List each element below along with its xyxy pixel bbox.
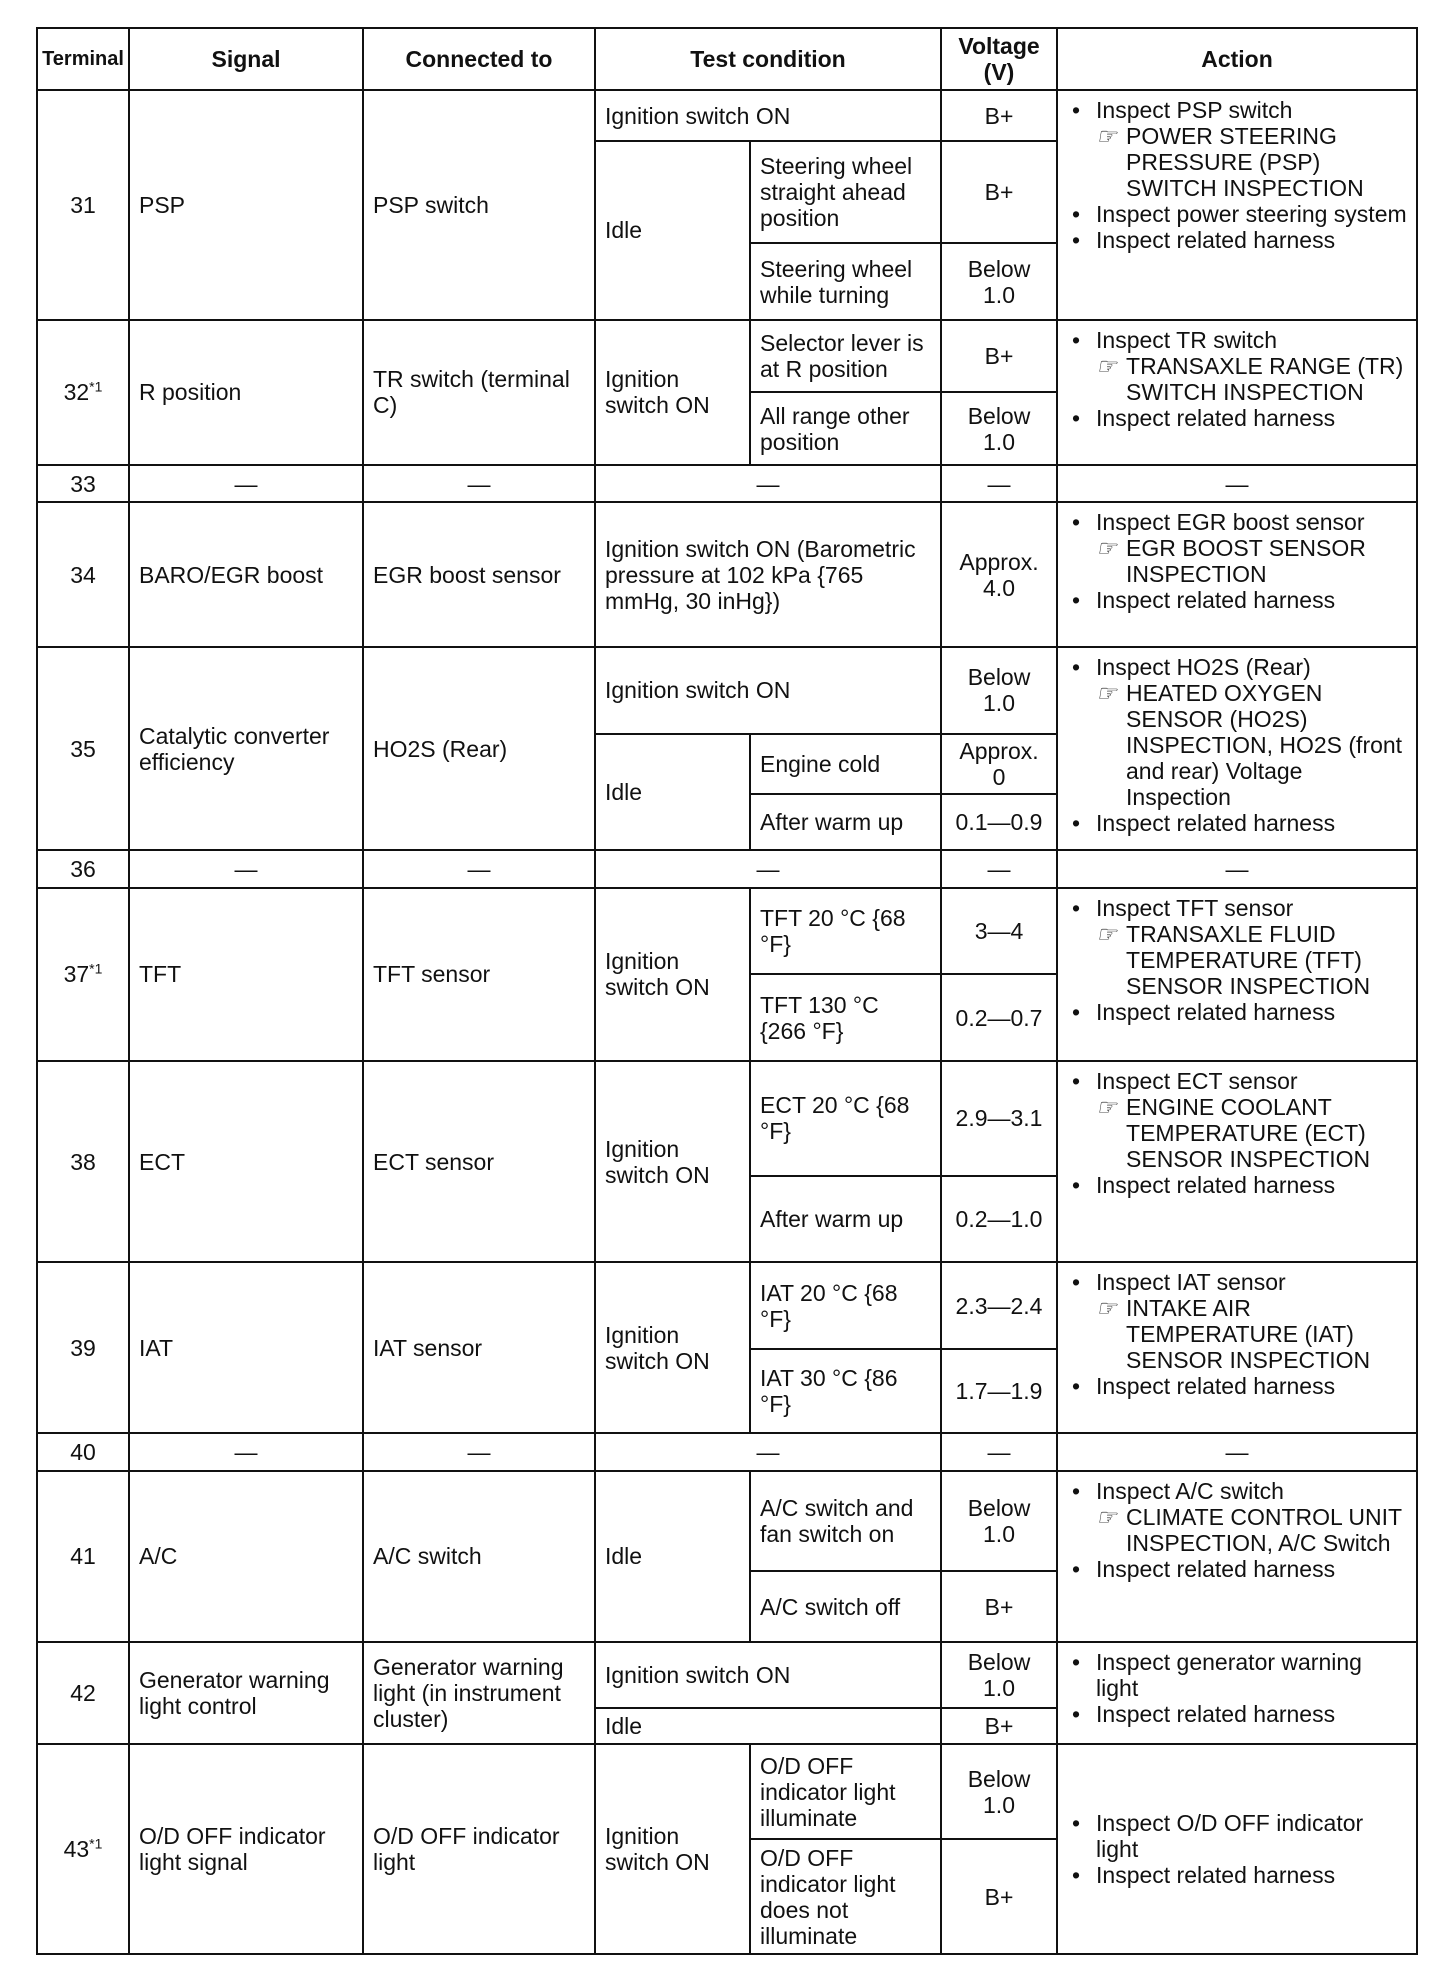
terminal-cell: 41 [37, 1471, 129, 1642]
action-item: • Inspect related harness [1068, 1172, 1410, 1198]
condition-group-cell: Ignition switch ON [595, 888, 750, 1061]
action-cell [1057, 888, 1417, 1061]
action-item [1068, 654, 1410, 810]
table-row [37, 1262, 1417, 1349]
connected-to-cell: — [363, 850, 595, 887]
voltage-cell: 2.9—3.1 [941, 1061, 1057, 1176]
action-item: • Inspect power steering system [1068, 201, 1410, 227]
voltage-cell: Approx. 4.0 [941, 502, 1057, 647]
sub-condition-cell: After warm up [750, 794, 941, 850]
signal-cell: O/D OFF indicator light signal [129, 1744, 363, 1954]
action-text: Inspect IAT sensor [1096, 1269, 1286, 1296]
terminal-footnote-mark: *1 [89, 960, 103, 977]
sub-condition-cell: TFT 20 °C {68 °F} [750, 888, 941, 975]
signal-cell: IAT [129, 1262, 363, 1433]
terminal-cell: 35 [37, 647, 129, 850]
sub-condition-cell: IAT 20 °C {68 °F} [750, 1262, 941, 1349]
condition-cell: Ignition switch ON [595, 1642, 941, 1708]
action-item: • Inspect related harness [1068, 1862, 1410, 1888]
action-item [1068, 327, 1410, 405]
terminal-number: 43 [63, 1836, 90, 1863]
voltage-cell: B+ [941, 1708, 1057, 1744]
sub-condition-cell: O/D OFF indicator light does not illuminate [750, 1839, 941, 1954]
sub-condition-cell: All range other position [750, 392, 941, 464]
action-cell [1057, 647, 1417, 850]
action-item: • Inspect related harness [1068, 1373, 1410, 1399]
connected-to-cell: — [363, 465, 595, 502]
table-row [37, 320, 1417, 392]
voltage-cell: B+ [941, 320, 1057, 392]
connected-to-cell: EGR boost sensor [363, 502, 595, 647]
terminal-voltage-table-sheet [36, 27, 1416, 1955]
header-voltage: Voltage (V) [941, 28, 1057, 90]
action-text: Inspect A/C switch [1096, 1477, 1284, 1504]
condition-cell: — [595, 850, 941, 887]
action-cell [1057, 502, 1417, 647]
pointing-hand-icon: ☞ [1096, 1093, 1117, 1120]
action-text: Inspect EGR boost sensor [1096, 509, 1365, 536]
pointing-hand-icon: ☞ [1096, 123, 1117, 150]
connected-to-cell: — [363, 1433, 595, 1470]
reference-link[interactable] [1096, 535, 1410, 587]
voltage-cell: — [941, 1433, 1057, 1470]
pointing-hand-icon: ☞ [1096, 535, 1117, 562]
header-test-condition: Test condition [595, 28, 941, 90]
condition-group-cell: Ignition switch ON [595, 1744, 750, 1954]
table-row [37, 1744, 1417, 1839]
action-item: • Inspect O/D OFF indicator light [1068, 1810, 1410, 1862]
sub-condition-cell: ECT 20 °C {68 °F} [750, 1061, 941, 1176]
table-row [37, 502, 1417, 647]
connected-to-cell: PSP switch [363, 90, 595, 320]
action-text: Inspect HO2S (Rear) [1096, 654, 1311, 681]
table-row [37, 90, 1417, 140]
signal-cell: — [129, 465, 363, 502]
reference-text: INTAKE AIR TEMPERATURE (IAT) SENSOR INSPECTION [1126, 1295, 1371, 1374]
terminal-cell [37, 1744, 129, 1954]
signal-cell: A/C [129, 1471, 363, 1642]
pointing-hand-icon: ☞ [1096, 1295, 1117, 1322]
terminal-cell: 34 [37, 502, 129, 647]
signal-cell: — [129, 1433, 363, 1470]
connected-to-cell: A/C switch [363, 1471, 595, 1642]
action-cell [1057, 320, 1417, 465]
signal-cell: PSP [129, 90, 363, 320]
connected-to-cell: Generator warning light (in instrument cluster) [363, 1642, 595, 1745]
terminal-footnote-mark: *1 [89, 1835, 103, 1852]
action-cell [1057, 1744, 1417, 1954]
sub-condition-cell: Steering wheel while turning [750, 243, 941, 320]
reference-text: ENGINE COOLANT TEMPERATURE (ECT) SENSOR INSPECTION [1126, 1093, 1371, 1172]
terminal-footnote-mark: *1 [89, 378, 103, 395]
voltage-cell: Below 1.0 [941, 1471, 1057, 1572]
reference-text: CLIMATE CONTROL UNIT INSPECTION, A/C Switch [1126, 1503, 1402, 1556]
reference-link[interactable] [1096, 1504, 1410, 1556]
reference-link[interactable] [1096, 680, 1410, 810]
action-item [1068, 1478, 1410, 1556]
reference-link[interactable] [1096, 1295, 1410, 1373]
voltage-cell: 1.7—1.9 [941, 1349, 1057, 1434]
condition-cell: Idle [595, 1708, 941, 1744]
action-cell: — [1057, 1433, 1417, 1470]
action-item [1068, 97, 1410, 201]
voltage-cell: 0.2—1.0 [941, 1176, 1057, 1263]
pointing-hand-icon: ☞ [1096, 352, 1117, 379]
reference-text: EGR BOOST SENSOR INSPECTION [1126, 535, 1366, 588]
condition-group-cell: Ignition switch ON [595, 1061, 750, 1262]
terminal-number: 37 [63, 961, 90, 988]
condition-group-cell: Ignition switch ON [595, 320, 750, 465]
table-row [37, 647, 1417, 734]
action-item [1068, 1269, 1410, 1373]
reference-text: TRANSAXLE RANGE (TR) SWITCH INSPECTION [1126, 352, 1404, 405]
action-item: • Inspect related harness [1068, 1556, 1410, 1582]
voltage-cell: Below 1.0 [941, 392, 1057, 464]
action-cell [1057, 90, 1417, 320]
table-row [37, 1642, 1417, 1708]
condition-group-cell: Ignition switch ON [595, 1262, 750, 1433]
action-item: • Inspect related harness [1068, 587, 1410, 613]
table-row [37, 888, 1417, 975]
table-row [37, 1061, 1417, 1176]
voltage-cell: — [941, 850, 1057, 887]
voltage-cell: 0.2—0.7 [941, 974, 1057, 1061]
signal-cell: — [129, 850, 363, 887]
table-row [37, 1471, 1417, 1572]
action-cell [1057, 1061, 1417, 1262]
condition-cell: — [595, 465, 941, 502]
reference-text: POWER STEERING PRESSURE (PSP) SWITCH INSPECTION [1126, 123, 1364, 202]
header-connected-to: Connected to [363, 28, 595, 90]
sub-condition-cell: A/C switch and fan switch on [750, 1471, 941, 1572]
connected-to-cell: ECT sensor [363, 1061, 595, 1262]
terminal-cell: 33 [37, 465, 129, 502]
condition-cell: Ignition switch ON (Barometric pressure at 102 kPa {765 mmHg, 30 inHg}) [595, 502, 941, 647]
sub-condition-cell: Steering wheel straight ahead position [750, 141, 941, 244]
voltage-cell: B+ [941, 90, 1057, 140]
voltage-cell: 3—4 [941, 888, 1057, 975]
condition-cell: Ignition switch ON [595, 90, 941, 140]
voltage-cell: B+ [941, 1571, 1057, 1641]
voltage-cell: Below 1.0 [941, 647, 1057, 734]
voltage-cell: Below 1.0 [941, 1642, 1057, 1708]
action-item: • Inspect related harness [1068, 227, 1410, 253]
condition-group-cell: Idle [595, 734, 750, 851]
reference-link[interactable] [1096, 1094, 1410, 1172]
sub-condition-cell: IAT 30 °C {86 °F} [750, 1349, 941, 1434]
signal-cell: ECT [129, 1061, 363, 1262]
action-text: Inspect PSP switch [1096, 97, 1293, 124]
condition-group-cell: Idle [595, 1471, 750, 1642]
terminal-cell: 42 [37, 1642, 129, 1745]
action-cell [1057, 1262, 1417, 1433]
pointing-hand-icon: ☞ [1096, 920, 1117, 947]
voltage-cell: 0.1—0.9 [941, 794, 1057, 850]
header-terminal: Terminal [37, 28, 129, 90]
header-signal: Signal [129, 28, 363, 90]
pointing-hand-icon: ☞ [1096, 680, 1117, 707]
connected-to-cell: IAT sensor [363, 1262, 595, 1433]
action-item: • Inspect generator warning light [1068, 1649, 1410, 1701]
reference-link[interactable] [1096, 353, 1410, 405]
header-action: Action [1057, 28, 1417, 90]
voltage-cell: Below 1.0 [941, 1744, 1057, 1839]
action-text: Inspect TFT sensor [1096, 894, 1294, 921]
sub-condition-cell: O/D OFF indicator light illuminate [750, 1744, 941, 1839]
sub-condition-cell: Engine cold [750, 734, 941, 794]
table-row [37, 1433, 1417, 1470]
action-item: • Inspect related harness [1068, 810, 1410, 836]
voltage-cell: B+ [941, 141, 1057, 244]
voltage-cell: B+ [941, 1839, 1057, 1954]
pointing-hand-icon: ☞ [1096, 1503, 1117, 1530]
action-text: Inspect TR switch [1096, 326, 1278, 353]
voltage-cell: — [941, 465, 1057, 502]
sub-condition-cell: TFT 130 °C {266 °F} [750, 974, 941, 1061]
action-item: • Inspect related harness [1068, 1701, 1410, 1727]
signal-cell: Generator warning light control [129, 1642, 363, 1745]
terminal-cell [37, 320, 129, 465]
action-cell [1057, 1642, 1417, 1745]
signal-cell: BARO/EGR boost [129, 502, 363, 647]
connected-to-cell: TFT sensor [363, 888, 595, 1061]
connected-to-cell: HO2S (Rear) [363, 647, 595, 850]
action-item: • Inspect related harness [1068, 405, 1410, 431]
terminal-cell [37, 888, 129, 1061]
table-row [37, 465, 1417, 502]
reference-text: TRANSAXLE FLUID TEMPERATURE (TFT) SENSOR INSPECTION [1126, 920, 1371, 999]
terminal-number: 32 [63, 379, 90, 406]
action-cell: — [1057, 850, 1417, 887]
terminal-cell: 40 [37, 1433, 129, 1470]
action-cell: — [1057, 465, 1417, 502]
terminal-cell: 31 [37, 90, 129, 320]
voltage-cell: 2.3—2.4 [941, 1262, 1057, 1349]
reference-link[interactable] [1096, 123, 1410, 201]
voltage-cell: Approx. 0 [941, 734, 1057, 794]
terminal-cell: 36 [37, 850, 129, 887]
header-row [37, 28, 1417, 90]
condition-cell: Ignition switch ON [595, 647, 941, 734]
table-row [37, 850, 1417, 887]
reference-text: HEATED OXYGEN SENSOR (HO2S) INSPECTION, HO2S (front and rear) Voltage Inspection [1126, 680, 1403, 811]
action-text: Inspect ECT sensor [1096, 1067, 1298, 1094]
signal-cell: Catalytic converter efficiency [129, 647, 363, 850]
condition-cell: — [595, 1433, 941, 1470]
terminal-voltage-table [36, 27, 1418, 1955]
sub-condition-cell: Selector lever is at R position [750, 320, 941, 392]
action-item: • Inspect related harness [1068, 999, 1410, 1025]
sub-condition-cell: A/C switch off [750, 1571, 941, 1641]
action-item [1068, 1068, 1410, 1172]
connected-to-cell: TR switch (terminal C) [363, 320, 595, 465]
condition-group-cell: Idle [595, 141, 750, 320]
signal-cell: R position [129, 320, 363, 465]
terminal-cell: 38 [37, 1061, 129, 1262]
action-cell [1057, 1471, 1417, 1642]
sub-condition-cell: After warm up [750, 1176, 941, 1263]
action-item [1068, 895, 1410, 999]
voltage-cell: Below 1.0 [941, 243, 1057, 320]
action-item [1068, 509, 1410, 587]
reference-link[interactable] [1096, 921, 1410, 999]
signal-cell: TFT [129, 888, 363, 1061]
connected-to-cell: O/D OFF indicator light [363, 1744, 595, 1954]
terminal-cell: 39 [37, 1262, 129, 1433]
